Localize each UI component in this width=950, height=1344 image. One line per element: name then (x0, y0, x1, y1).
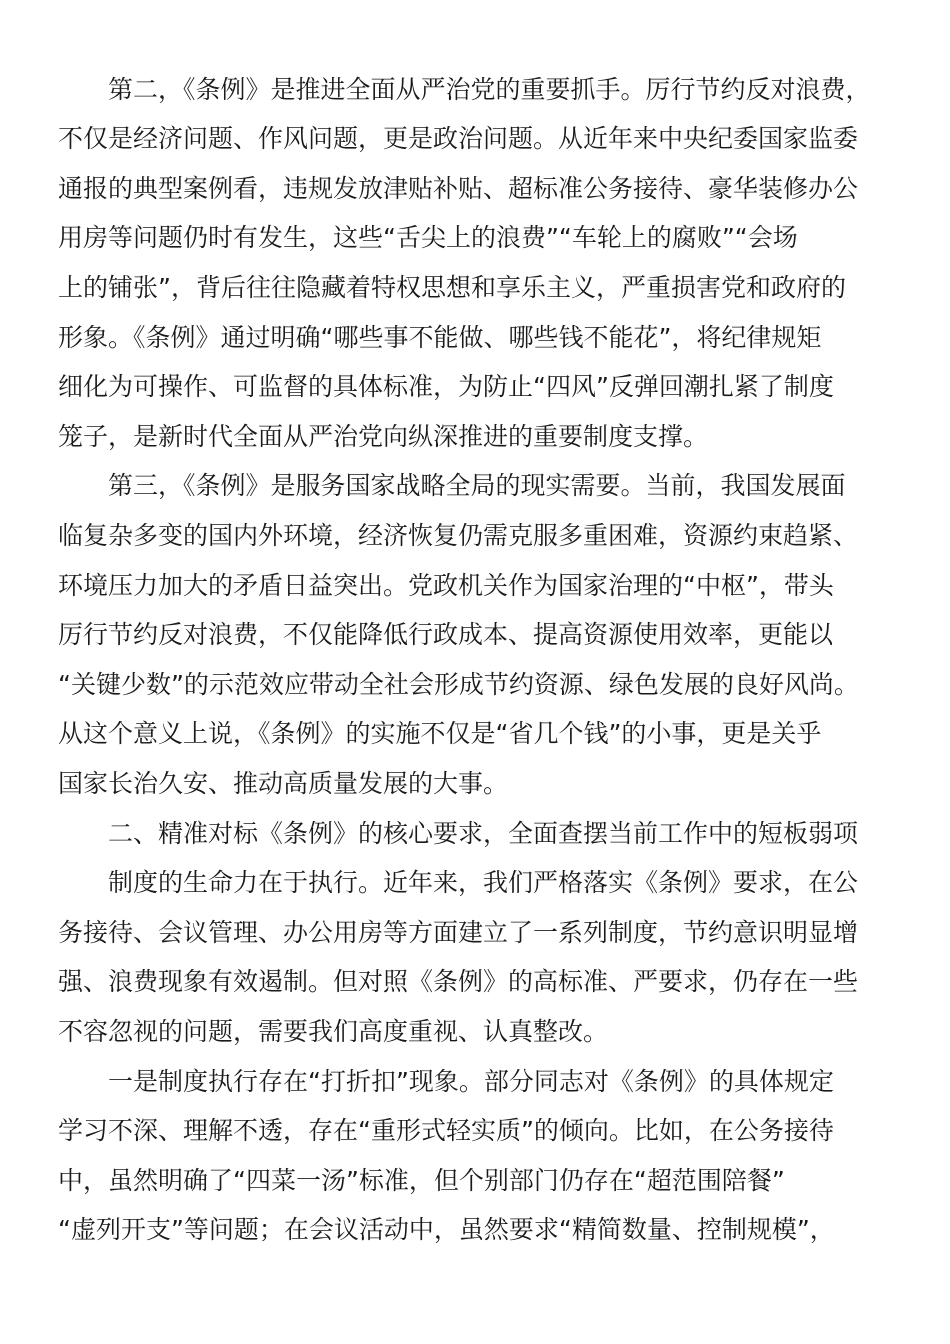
text-line (0, 1062, 950, 1102)
line-text: 临复杂多变的国内外环境，经济恢复仍需克服多重困难，资源约束趋紧、 (58, 521, 859, 550)
line-text: 细化为可操作、可监督的具体标准，为防止“四风”反弹回潮扎紧了制度 (58, 372, 834, 401)
line-text: 从这个意义上说，《条例》的实施不仅是“省几个钱”的小事，更是关乎 (58, 719, 822, 748)
text-line (0, 714, 950, 754)
line-text: “关键少数”的示范效应带动全社会形成节约资源、绿色发展的良好风尚。 (58, 670, 859, 699)
text-line (0, 566, 950, 606)
text-line (0, 1012, 950, 1052)
line-text: 制度的生命力在于执行。近年来，我们严格落实《条例》要求，在公 (108, 868, 859, 897)
line-text: 一是制度执行存在“打折扣”现象。部分同志对《条例》的具体规定 (108, 1067, 834, 1096)
line-text: 务接待、会议管理、办公用房等方面建立了一系列制度，节约意识明显增 (58, 918, 859, 947)
line-text: 形象。《条例》通过明确“哪些事不能做、哪些钱不能花”，将纪律规矩 (58, 323, 822, 352)
text-line (0, 318, 950, 358)
text-line (0, 119, 950, 159)
line-text: 厉行节约反对浪费，不仅能降低行政成本、提高资源使用效率，更能以 (58, 620, 834, 649)
text-line (0, 913, 950, 953)
text-line (0, 615, 950, 655)
line-text: 上的铺张”，背后往往隐藏着特权思想和享乐主义，严重损害党和政府的 (58, 273, 846, 302)
line-text: “虚列开支”等问题；在会议活动中，虽然要求“精简数量、控制规模”， (58, 1215, 835, 1244)
line-text: 不容忽视的问题，需要我们高度重视、认真整改。 (58, 1017, 609, 1046)
text-line (0, 665, 950, 705)
line-text: 第三，《条例》是服务国家战略全局的现实需要。当前，我国发展面 (108, 471, 846, 500)
line-text: 环境压力加大的矛盾日益突出。党政机关作为国家治理的“中枢”，带头 (58, 571, 834, 600)
line-text: 通报的典型案例看，违规发放津贴补贴、超标准公务接待、豪华装修办公 (58, 174, 859, 203)
line-text: 笼子，是新时代全面从严治党向纵深推进的重要制度支撑。 (58, 422, 709, 451)
line-text: 学习不深、理解不透，存在“重形式轻实质”的倾向。比如，在公务接待 (58, 1116, 834, 1145)
text-line (0, 863, 950, 903)
line-text: 用房等问题仍时有发生，这些“舌尖上的浪费”“车轮上的腐败”“会场 (58, 223, 798, 252)
text-line (0, 764, 950, 804)
line-text: 二、精准对标《条例》的核心要求，全面查摆当前工作中的短板弱项 (108, 819, 859, 848)
text-line (0, 417, 950, 457)
line-text: 强、浪费现象有效遏制。但对照《条例》的高标准、严要求，仍存在一些 (58, 967, 859, 996)
text-line (0, 466, 950, 506)
text-line (0, 1210, 950, 1250)
text-line (0, 218, 950, 258)
text-line (0, 516, 950, 556)
text-line (0, 367, 950, 407)
text-line (0, 962, 950, 1002)
text-line (0, 70, 950, 110)
text-line (0, 169, 950, 209)
line-text: 第二，《条例》是推进全面从严治党的重要抓手。厉行节约反对浪费， (108, 75, 871, 104)
line-text: 国家长治久安、推动高质量发展的大事。 (58, 769, 509, 798)
line-text: 中，虽然明确了“四菜一汤”标准，但个别部门仍存在“超范围陪餐” (58, 1166, 785, 1195)
text-line (0, 268, 950, 308)
text-line (0, 1111, 950, 1151)
section-heading (0, 814, 950, 854)
text-line (0, 1161, 950, 1201)
line-text: 不仅是经济问题、作风问题，更是政治问题。从近年来中央纪委国家监委 (58, 124, 859, 153)
